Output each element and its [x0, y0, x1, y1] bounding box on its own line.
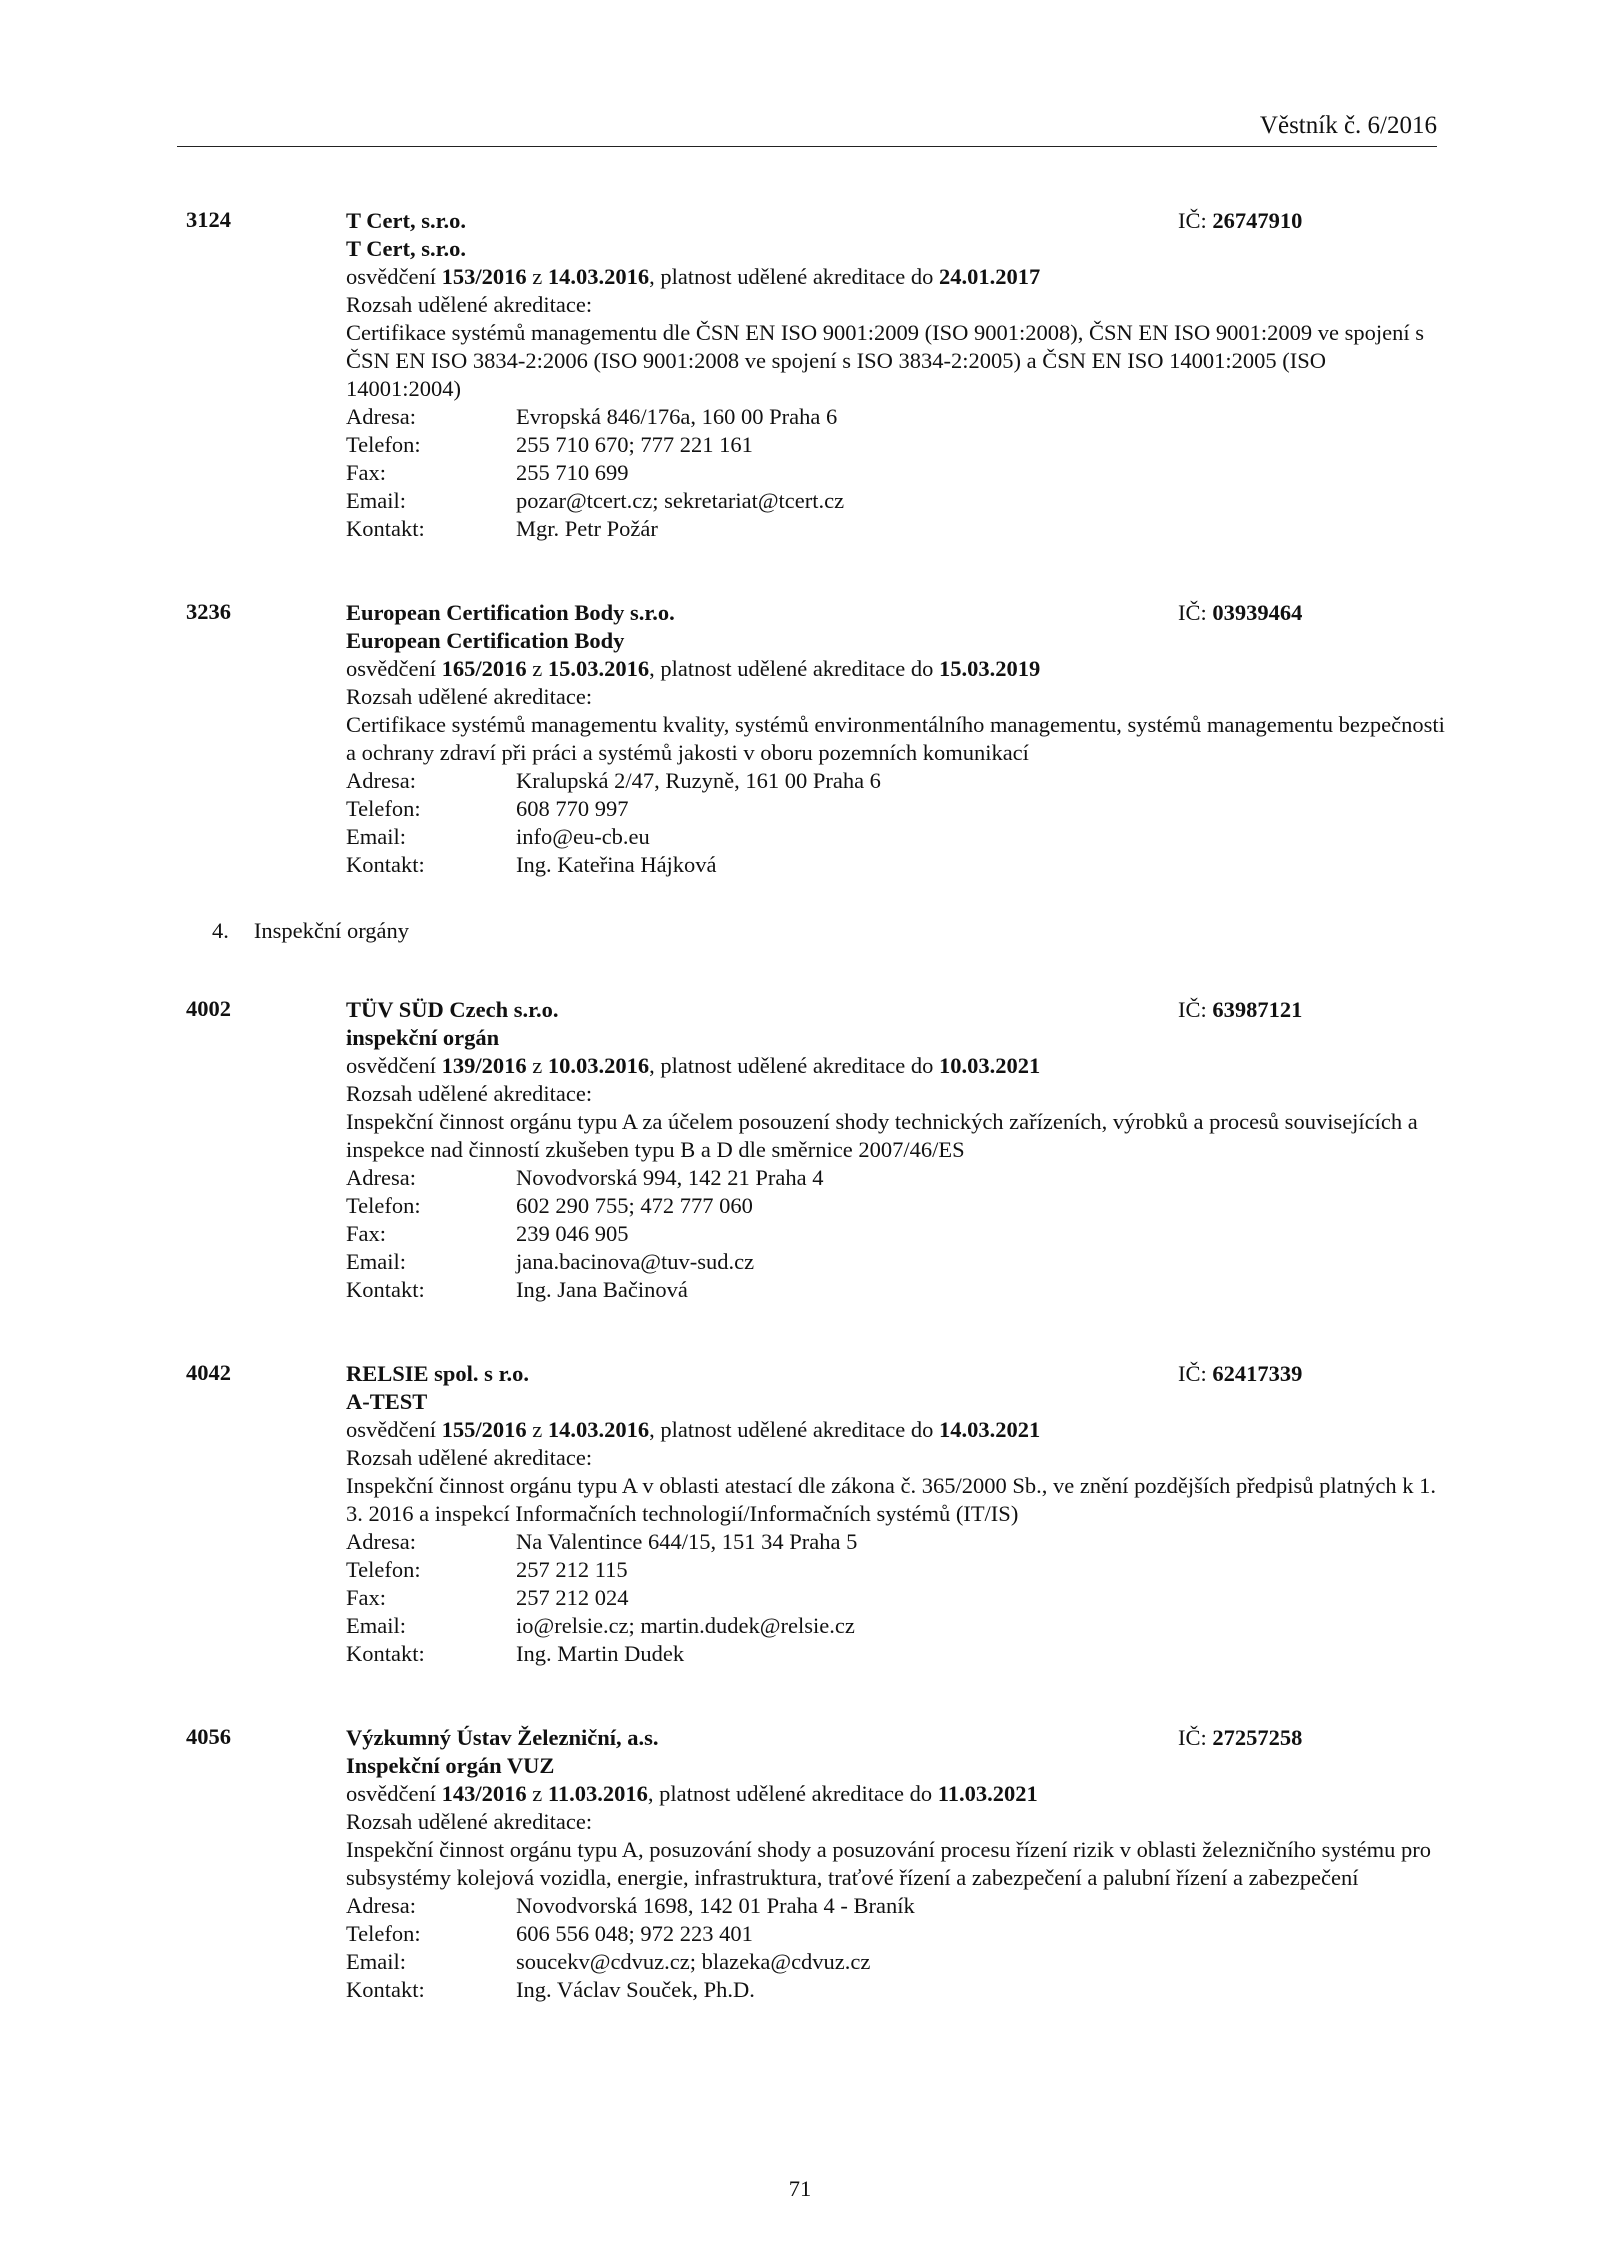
- address-value: Evropská 846/176a, 160 00 Praha 6: [516, 404, 838, 429]
- contact-value: Ing. Václav Souček, Ph.D.: [516, 1977, 755, 2002]
- contact-row: [346, 851, 1446, 879]
- ic-number: [1178, 996, 1302, 1024]
- email-value: info@eu-cb.eu: [516, 824, 650, 849]
- ic-label: IČ:: [1178, 208, 1213, 233]
- address-label: Adresa:: [346, 1893, 416, 1918]
- phone-value: 602 290 755; 472 777 060: [516, 1193, 753, 1218]
- ic-value: 26747910: [1212, 208, 1303, 233]
- address-row: [346, 403, 1446, 431]
- phone-value: 255 710 670; 777 221 161: [516, 432, 753, 457]
- valid-label: , platnost udělené akreditace do: [649, 1417, 939, 1442]
- ic-label: IČ:: [1178, 600, 1213, 625]
- scope-label: Rozsah udělené akreditace:: [346, 292, 593, 317]
- email-row: [346, 1948, 1446, 1976]
- address-label: Adresa:: [346, 768, 416, 793]
- phone-value: 257 212 115: [516, 1557, 628, 1582]
- entity-subname: T Cert, s.r.o.: [346, 236, 466, 261]
- scope-label: Rozsah udělené akreditace:: [346, 1081, 593, 1106]
- scope-text: Inspekční činnost orgánu typu A v oblasti atestací dle zákona č. 365/2000 Sb., ve znění pozdějších předpisů platných k 1. 3. 2016 a inspekcí Informačních technologií/Informačních systémů (IT/IS): [346, 1473, 1436, 1526]
- phone-row: [346, 1556, 1446, 1584]
- cert-date: 15.03.2016: [547, 656, 650, 681]
- cert-z: z: [526, 1053, 548, 1078]
- entity-name: Výzkumný Ústav Železniční, a.s.: [346, 1725, 659, 1750]
- valid-label: , platnost udělené akreditace do: [649, 264, 939, 289]
- cert-label: osvědčení: [346, 1053, 442, 1078]
- contact-label: Kontakt:: [346, 1277, 425, 1302]
- valid-to: 10.03.2021: [939, 1053, 1041, 1078]
- phone-value: 608 770 997: [516, 796, 629, 821]
- journal-header: Věstník č. 6/2016: [1259, 112, 1437, 139]
- cert-date: 10.03.2016: [547, 1053, 650, 1078]
- entry-number: 3236: [186, 599, 231, 624]
- certificate-line: [346, 263, 1446, 291]
- fax-label: Fax:: [346, 460, 387, 485]
- entry-number: 3124: [186, 207, 231, 232]
- contact-row: [346, 1976, 1446, 2004]
- contact-value: Ing. Jana Bačinová: [516, 1277, 688, 1302]
- valid-to: 11.03.2021: [937, 1781, 1038, 1806]
- fax-label: Fax:: [346, 1221, 387, 1246]
- cert-number: 155/2016: [441, 1417, 527, 1442]
- cert-date: 14.03.2016: [547, 1417, 650, 1442]
- cert-number: 165/2016: [441, 656, 527, 681]
- phone-label: Telefon:: [346, 1921, 421, 1946]
- contact-value: Ing. Kateřina Hájková: [516, 852, 717, 877]
- ic-value: 63987121: [1212, 997, 1303, 1022]
- address-row: [346, 1164, 1446, 1192]
- cert-number: 139/2016: [441, 1053, 527, 1078]
- address-value: Novodvorská 1698, 142 01 Praha 4 - Braník: [516, 1893, 915, 1918]
- contact-value: Ing. Martin Dudek: [516, 1641, 685, 1666]
- email-label: Email:: [346, 1949, 406, 1974]
- ic-number: [1178, 599, 1302, 627]
- contact-label: Kontakt:: [346, 1641, 425, 1666]
- contact-row: [346, 1640, 1446, 1668]
- entity-name: European Certification Body s.r.o.: [346, 600, 675, 625]
- cert-label: osvědčení: [346, 1417, 442, 1442]
- contact-label: Kontakt:: [346, 516, 425, 541]
- entity-subname: inspekční orgán: [346, 1025, 500, 1050]
- address-value: Novodvorská 994, 142 21 Praha 4: [516, 1165, 824, 1190]
- ic-number: [1178, 1360, 1302, 1388]
- cert-z: z: [526, 1417, 548, 1442]
- entity-name: RELSIE spol. s r.o.: [346, 1361, 529, 1386]
- valid-to: 15.03.2019: [939, 656, 1041, 681]
- ic-value: 27257258: [1212, 1725, 1303, 1750]
- address-row: [346, 767, 1446, 795]
- scope-label: Rozsah udělené akreditace:: [346, 1445, 593, 1470]
- entity-subname: European Certification Body: [346, 628, 625, 653]
- cert-number: 153/2016: [441, 264, 527, 289]
- cert-date: 14.03.2016: [547, 264, 650, 289]
- fax-value: 239 046 905: [516, 1221, 629, 1246]
- valid-label: , platnost udělené akreditace do: [647, 1781, 938, 1806]
- scope-text: Inspekční činnost orgánu typu A za účelem posouzení shody technických zařízeních, výrobků a procesů souvisejících a inspekce nad činností zkušeben typu B a D dle směrnice 2007/46/ES: [346, 1109, 1418, 1162]
- entity-name: T Cert, s.r.o.: [346, 208, 466, 233]
- ic-number: [1178, 1724, 1302, 1752]
- address-label: Adresa:: [346, 404, 416, 429]
- email-label: Email:: [346, 1613, 406, 1638]
- phone-row: [346, 431, 1446, 459]
- email-value: soucekv@cdvuz.cz; blazeka@cdvuz.cz: [516, 1949, 871, 1974]
- certificate-line: [346, 1416, 1446, 1444]
- address-label: Adresa:: [346, 1165, 416, 1190]
- scope-label: Rozsah udělené akreditace:: [346, 1809, 593, 1834]
- contact-label: Kontakt:: [346, 852, 425, 877]
- address-label: Adresa:: [346, 1529, 416, 1554]
- valid-to: 24.01.2017: [939, 264, 1041, 289]
- ic-value: 62417339: [1212, 1361, 1303, 1386]
- phone-row: [346, 1920, 1446, 1948]
- entity-subname: A-TEST: [346, 1389, 428, 1414]
- address-value: Kralupská 2/47, Ruzyně, 161 00 Praha 6: [516, 768, 881, 793]
- entry-number: 4002: [186, 996, 231, 1021]
- entity-name: TÜV SÜD Czech s.r.o.: [346, 997, 559, 1022]
- cert-z: z: [526, 264, 548, 289]
- contact-label: Kontakt:: [346, 1977, 425, 2002]
- email-label: Email:: [346, 488, 406, 513]
- ic-label: IČ:: [1178, 1725, 1213, 1750]
- entity-subname: Inspekční orgán VUZ: [346, 1753, 555, 1778]
- address-row: [346, 1892, 1446, 1920]
- phone-value: 606 556 048; 972 223 401: [516, 1921, 753, 1946]
- fax-value: 257 212 024: [516, 1585, 629, 1610]
- header-rule: [177, 146, 1437, 147]
- email-label: Email:: [346, 1249, 406, 1274]
- scope-text: Certifikace systémů managementu kvality, systémů environmentálního managementu, systémů managementu bezpečnosti a ochrany zdraví při práci a systémů jakosti v oboru pozemních komunikací: [346, 712, 1445, 765]
- fax-row: [346, 459, 1446, 487]
- fax-value: 255 710 699: [516, 460, 629, 485]
- phone-label: Telefon:: [346, 432, 421, 457]
- cert-z: z: [526, 1781, 548, 1806]
- ic-label: IČ:: [1178, 1361, 1213, 1386]
- address-value: Na Valentince 644/15, 151 34 Praha 5: [516, 1529, 858, 1554]
- email-row: [346, 1612, 1446, 1640]
- contact-value: Mgr. Petr Požár: [516, 516, 658, 541]
- entry-number: 4056: [186, 1724, 231, 1749]
- section-heading: [212, 918, 409, 944]
- certificate-line: [346, 655, 1446, 683]
- section-number: 4.: [212, 918, 229, 943]
- section-title: Inspekční orgány: [253, 918, 410, 943]
- fax-row: [346, 1584, 1446, 1612]
- email-label: Email:: [346, 824, 406, 849]
- ic-number: [1178, 207, 1302, 235]
- cert-label: osvědčení: [346, 1781, 442, 1806]
- phone-row: [346, 1192, 1446, 1220]
- ic-label: IČ:: [1178, 997, 1213, 1022]
- fax-label: Fax:: [346, 1585, 387, 1610]
- email-value: io@relsie.cz; martin.dudek@relsie.cz: [516, 1613, 855, 1638]
- email-row: [346, 487, 1446, 515]
- email-value: jana.bacinova@tuv-sud.cz: [516, 1249, 755, 1274]
- cert-number: 143/2016: [441, 1781, 527, 1806]
- valid-label: , platnost udělené akreditace do: [649, 656, 939, 681]
- certificate-line: [346, 1052, 1446, 1080]
- ic-value: 03939464: [1212, 600, 1303, 625]
- contact-row: [346, 1276, 1446, 1304]
- cert-label: osvědčení: [346, 656, 442, 681]
- page-number: 71: [788, 2176, 812, 2201]
- phone-row: [346, 795, 1446, 823]
- phone-label: Telefon:: [346, 1557, 421, 1582]
- fax-row: [346, 1220, 1446, 1248]
- cert-date: 11.03.2016: [547, 1781, 648, 1806]
- contact-row: [346, 515, 1446, 543]
- address-row: [346, 1528, 1446, 1556]
- entry-number: 4042: [186, 1360, 231, 1385]
- scope-text: Inspekční činnost orgánu typu A, posuzování shody a posuzování procesu řízení rizik v oblasti železničního systému pro subsystémy kolejová vozidla, energie, infrastruktura, traťové řízení a zabezpečení a palubní řízení a zabezpečení: [346, 1837, 1431, 1890]
- email-value: pozar@tcert.cz; sekretariat@tcert.cz: [516, 488, 845, 513]
- certificate-line: [346, 1780, 1446, 1808]
- scope-label: Rozsah udělené akreditace:: [346, 684, 593, 709]
- valid-to: 14.03.2021: [939, 1417, 1041, 1442]
- email-row: [346, 1248, 1446, 1276]
- email-row: [346, 823, 1446, 851]
- cert-label: osvědčení: [346, 264, 442, 289]
- phone-label: Telefon:: [346, 796, 421, 821]
- valid-label: , platnost udělené akreditace do: [649, 1053, 939, 1078]
- scope-text: Certifikace systémů managementu dle ČSN EN ISO 9001:2009 (ISO 9001:2008), ČSN EN ISO 9001:2009 ve spojení s ČSN EN ISO 3834-2:2006 (ISO 9001:2008 ve spojení s ISO 3834-2:2005) a ČSN EN ISO 14001:2005 (ISO 14001:2004): [346, 320, 1425, 401]
- cert-z: z: [526, 656, 548, 681]
- phone-label: Telefon:: [346, 1193, 421, 1218]
